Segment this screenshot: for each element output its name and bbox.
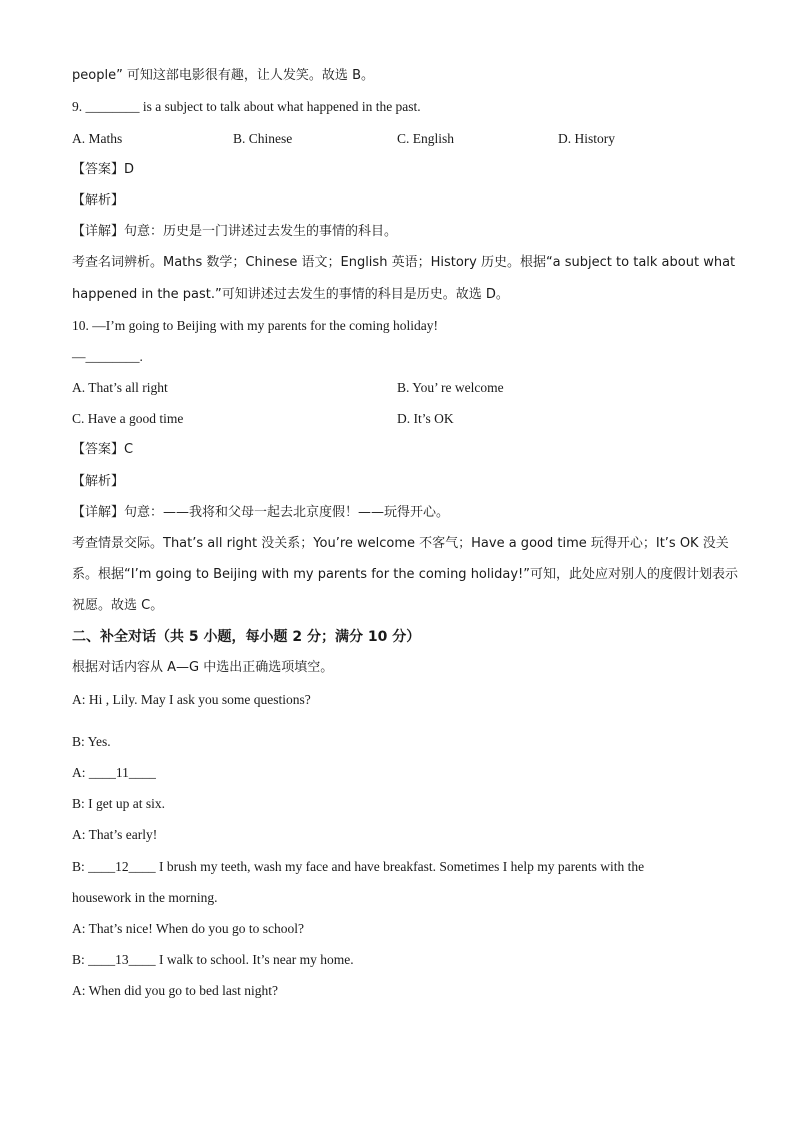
dialogue-line: A: When did you go to bed last night? <box>72 983 278 998</box>
q10-explanation-2: 系。根据“I’m going to Beijing with my parents for the coming holiday!”可知，此处应对别人的度假计划表示 <box>72 567 738 582</box>
q10-option-d: D. It’s OK <box>397 411 454 426</box>
q10-option-b: B. You’ re welcome <box>397 380 504 395</box>
dialogue-line: B: I get up at six. <box>72 796 165 811</box>
q9-detail: 【详解】句意：历史是一门讲述过去发生的事情的科目。 <box>72 224 398 239</box>
q10-answer: 【答案】C <box>72 442 134 457</box>
q10-explanation-1: 考查情景交际。That’s all right 没关系；You’re welcome 不客气；Have a good time 玩得开心；It’s OK 没关 <box>72 536 729 551</box>
q10-option-a: A. That’s all right <box>72 380 168 395</box>
section-2-instruction: 根据对话内容从 A—G 中选出正确选项填空。 <box>72 660 334 675</box>
q9-analysis-label: 【解析】 <box>72 193 125 208</box>
question-10: 10. —I’m going to Beijing with my parents for the coming holiday! <box>72 318 438 333</box>
q9-explanation-2: happened in the past.”可知讲述过去发生的事情的科目是历史。故选 D。 <box>72 287 509 302</box>
dialogue-line: B: ____12____ I brush my teeth, wash my face and have breakfast. Sometimes I help my parents with the <box>72 859 645 874</box>
q10-blank: —________. <box>72 349 143 364</box>
q9-option-a: A. Maths <box>72 131 123 146</box>
q9-answer: 【答案】D <box>72 162 135 177</box>
dialogue-line: B: Yes. <box>72 734 111 749</box>
dialogue-line: A: That’s early! <box>72 827 158 842</box>
q9-option-c: C. English <box>397 131 455 146</box>
question-9: 9. ________ is a subject to talk about what happened in the past. <box>72 99 421 114</box>
dialogue-line: B: ____13____ I walk to school. It’s near my home. <box>72 952 354 967</box>
dialogue-line: A: ____11____ <box>72 765 156 780</box>
dialogue-line: A: That’s nice! When do you go to school? <box>72 921 304 936</box>
q9-option-d: D. History <box>558 131 615 146</box>
section-2-title: 二、补全对话（共 5 小题，每小题 2 分；满分 10 分） <box>72 629 421 645</box>
dialogue-line: A: Hi , Lily. May I ask you some questions? <box>72 692 311 707</box>
q9-option-b: B. Chinese <box>233 131 293 146</box>
q9-explanation-1: 考查名词辨析。Maths 数学；Chinese 语文；English 英语；History 历史。根据“a subject to talk about what <box>72 255 736 270</box>
dialogue-line: housework in the morning. <box>72 890 218 905</box>
q10-option-c: C. Have a good time <box>72 411 184 426</box>
q10-explanation-3: 祝愿。故选 C。 <box>72 598 164 613</box>
prev-explanation-end: people” 可知这部电影很有趣，让人发笑。故选 B。 <box>72 68 374 83</box>
q10-analysis-label: 【解析】 <box>72 474 125 489</box>
q10-detail: 【详解】句意：——我将和父母一起去北京度假！——玩得开心。 <box>72 505 450 520</box>
